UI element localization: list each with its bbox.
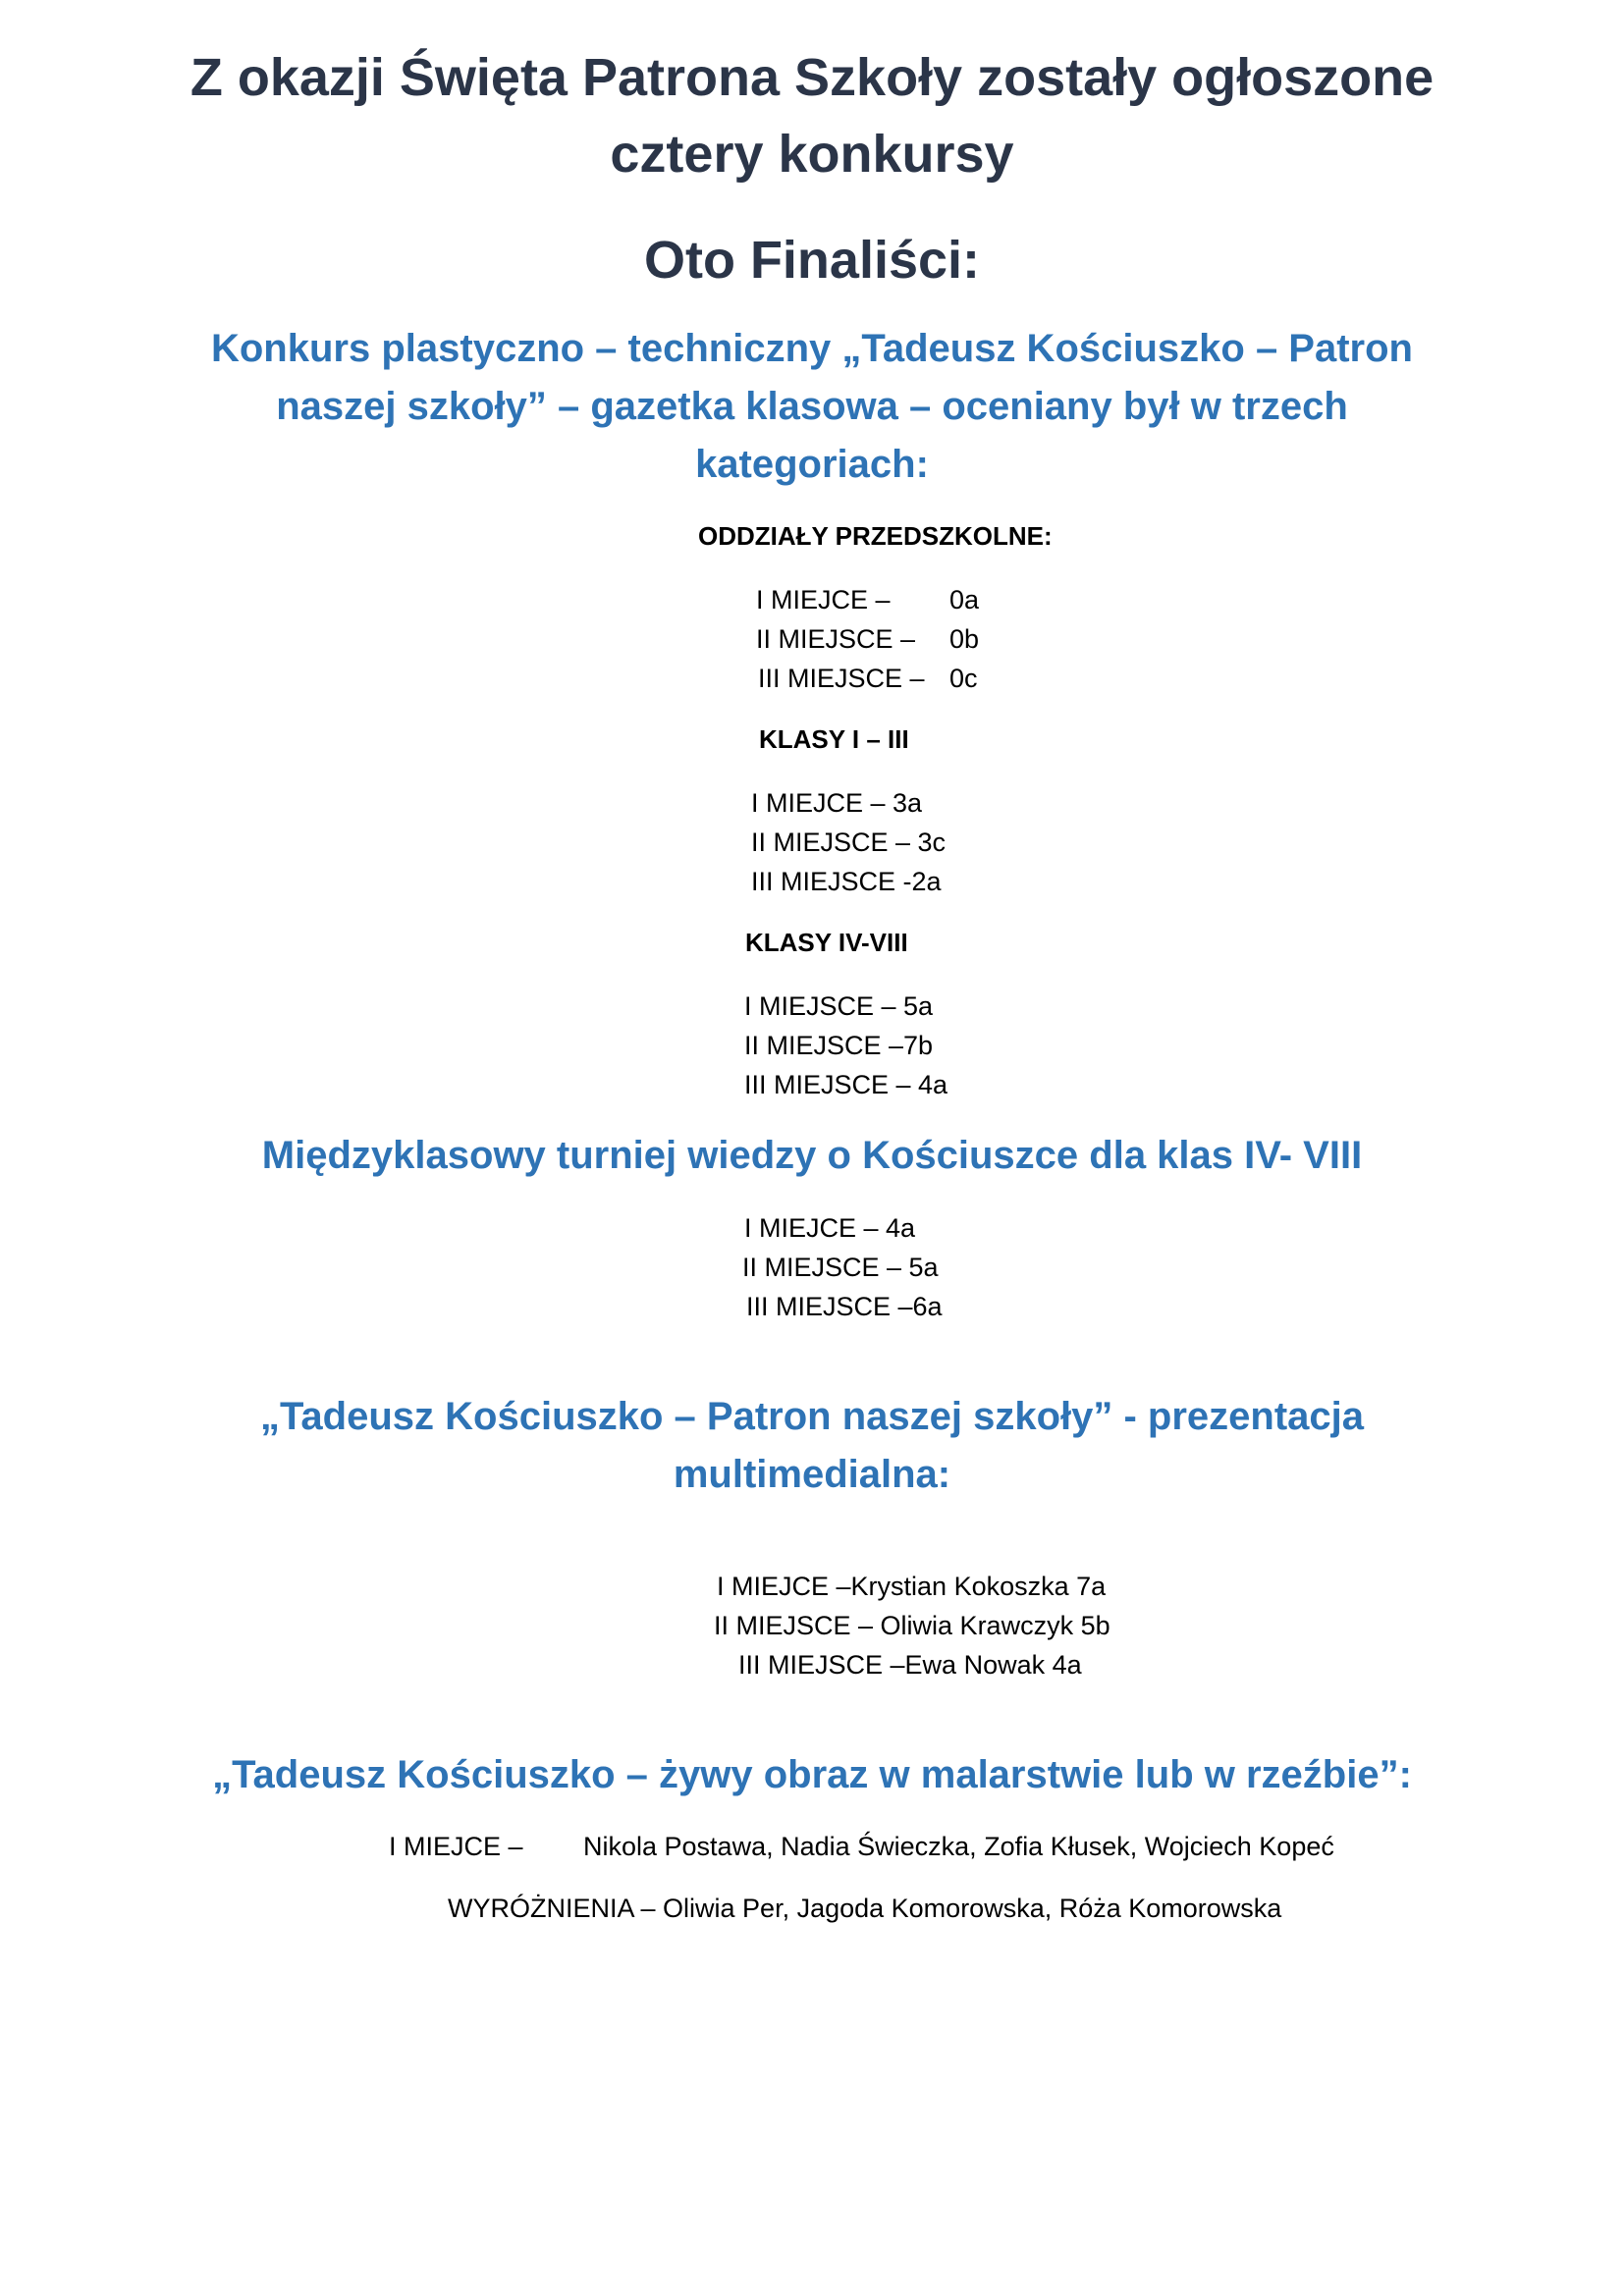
contest-2-result-1: I MIEJCE – 4a	[744, 1213, 916, 1243]
contest-3-heading-line-2: multimedialna:	[673, 1453, 951, 1496]
grades-1-3-result-2: II MIEJSCE – 3c	[751, 828, 947, 857]
preschool-result-1	[756, 580, 980, 619]
preschool-category-heading: ODDZIAŁY PRZEDSZKOLNE:	[698, 521, 1053, 551]
page-title-line-1: Z okazji Święta Patrona Szkoły zostały ogłoszone	[189, 48, 1435, 107]
contest-4-honorable-mentions: WYRÓŻNIENIA – Oliwia Per, Jagoda Komorowska, Róża Komorowska	[448, 1894, 1282, 1923]
grades-1-3-category-heading: KLASY I – III	[759, 724, 909, 754]
result-class: 0c	[949, 664, 978, 693]
result-class: 0b	[949, 624, 980, 654]
contest-2-heading: Międzyklasowy turniej wiedzy o Kościuszce dla klas IV- VIII	[261, 1134, 1363, 1177]
contest-1-heading	[177, 320, 1447, 494]
result-place: I MIEJCE –	[756, 585, 891, 614]
contest-3-heading	[177, 1388, 1447, 1504]
contest-4-first-place-names: Nikola Postawa, Nadia Świeczka, Zofia Kłusek, Wojciech Kopeć	[583, 1832, 1334, 1861]
preschool-result-2	[756, 619, 980, 659]
contest-3-result-2: II MIEJSCE – Oliwia Krawczyk 5b	[714, 1611, 1110, 1640]
grades-1-3-result-3: III MIEJSCE -2a	[751, 867, 942, 896]
contest-4-heading: „Tadeusz Kościuszko – żywy obraz w malarstwie lub w rzeźbie”:	[212, 1753, 1412, 1796]
contest-3-result-1: I MIEJCE –Krystian Kokoszka 7a	[717, 1572, 1107, 1601]
grades-1-3-result-1: I MIEJCE – 3a	[751, 788, 923, 818]
contest-3-heading-line-1: „Tadeusz Kościuszko – Patron naszej szkoły” - prezentacja	[259, 1395, 1365, 1438]
grades-4-8-result-1: I MIEJSCE – 5a	[744, 991, 934, 1021]
contest-1-heading-line-3: kategoriach:	[695, 443, 929, 486]
grades-4-8-result-3: III MIEJSCE – 4a	[744, 1070, 948, 1099]
page-title	[0, 39, 1624, 192]
contest-1-heading-line-2: naszej szkoły” – gazetka klasowa – oceniany był w trzech	[276, 385, 1348, 428]
contest-1-heading-line-1: Konkurs plastyczno – techniczny „Tadeusz Kościuszko – Patron	[210, 327, 1413, 370]
preschool-result-3	[758, 659, 978, 698]
contest-2-result-3: III MIEJSCE –6a	[746, 1292, 943, 1321]
contest-4-first-place-label: I MIEJCE –	[389, 1832, 523, 1861]
grades-4-8-result-2: II MIEJSCE –7b	[744, 1031, 934, 1060]
result-place: III MIEJSCE –	[758, 664, 925, 693]
grades-4-8-category-heading: KLASY IV-VIII	[745, 928, 908, 957]
result-class: 0a	[949, 585, 980, 614]
contest-2-result-2: II MIEJSCE – 5a	[742, 1253, 939, 1282]
page-subtitle: Oto Finaliści:	[643, 231, 981, 290]
contest-3-result-3: III MIEJSCE –Ewa Nowak 4a	[738, 1650, 1082, 1680]
page-title-line-2: cztery konkursy	[610, 125, 1014, 184]
result-place: II MIEJSCE –	[756, 624, 916, 654]
